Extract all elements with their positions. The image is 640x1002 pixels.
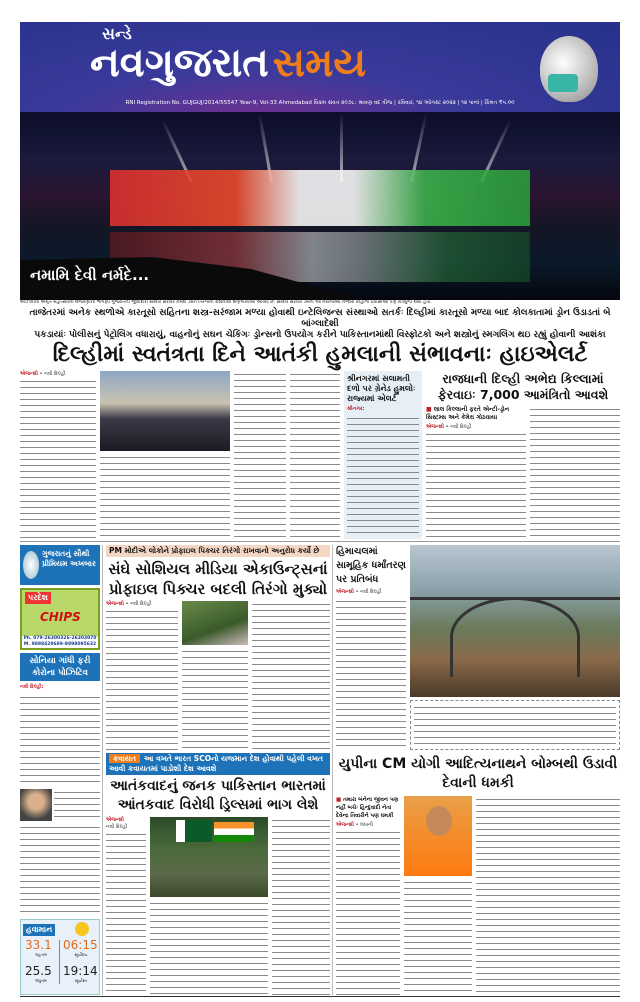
bottom-rule: [20, 996, 620, 997]
divider: [20, 541, 620, 542]
police-photo: [100, 371, 230, 451]
lead-body-col1: [20, 378, 96, 539]
lion-logo-icon: [540, 36, 598, 102]
exercise-kicker-bar: કવાયત આ વખતે ભારત SCOનો યજમાન દેશ હોવાથી પહેલી વખત આવી કવાયતમાં પાડોશી દેશ આવશે: [106, 753, 330, 775]
chips-advertisement[interactable]: પરદેશ CHIPS Ph. 079-26300326-26303070 M. 9898429689-9898095632: [20, 588, 100, 650]
exercise-headline: આતંકવાદનું જનક પાકિસ્તાન ભારતમાં આંતકવાદ વિરોધી ડ્રિલ્સમાં ભાગ લેશે: [110, 778, 326, 813]
bridge-caption-box: [410, 700, 620, 750]
lead-body-col2: [100, 454, 230, 539]
lead-subhead-2: પકડાયાંઃ પોલીસનું પેટ્રોલિંગ વધારાયું, વાહનોનું સઘન ચેકિંગઃ ડ્રોન્સનો ઉપયોગ કરીને પાકિસ્તાનમાંથી વિસ્ફોટકો અને શસ્ત્રોનું સ્મગલિંગ થઇ રહ્યું હોવાની આશંકા: [34, 330, 606, 340]
pakistan-flag: [176, 820, 212, 842]
lead-subhead-1: તાજેતરમાં અનેક સ્થળોએ કારતૂસો સહિતના શસ્ત્ર-સરંજામ મળ્યા હોવાથી ઇન્ટેલિજન્સ સંસ્થાઓ સતર્કઃ દિલ્હીમાં કારતૂસો મળ્યા બાદ કોલકાતામાં ડ્રોન ઉડાડતાં બે બાંગ્લાદેશી: [29, 308, 611, 329]
srinagar-headline: શ્રીનગરમાં સલામતી દળો પર ગ્રેનેડ હુમલોઃ રાજ્યમાં એલર્ટ: [347, 374, 416, 403]
srinagar-box: શ્રીનગરમાં સલામતી દળો પર ગ્રેનેડ હુમલોઃ રાજ્યમાં એલર્ટ શ્રીનગર:: [344, 371, 422, 539]
masthead: [20, 22, 620, 112]
himalaya-headline: હિમાચલમાં સામૂહિક ધર્માંતરણ પર પ્રતિબંધ: [336, 546, 406, 585]
mask-icon: [548, 74, 578, 92]
himalaya-story: હિમાચલમાં સામૂહિક ધર્માંતરણ પર પ્રતિબંધ એજન્સી • નવી દિલ્હી: [336, 545, 406, 750]
sun-icon: [75, 922, 89, 936]
red-fort-bullet: ■ લાલ કિલ્લાની ફરતે એન્ટી-ડ્રોન સિસ્ટમ્સ અને કેમેરા ગોઠવાયા: [426, 406, 510, 421]
dam-lights: [110, 170, 530, 226]
red-fort-byline: એજન્સી • નવી દિલ્હી: [426, 424, 472, 430]
photo-caption: આઝાદીના અમૃત મહોત્સવની ઉજવણીના ભાગરૂપે ગુજરાતની જીવાદોરી સરદાર સરોવર નર્મદા ડેમને તિરંગાની રોશનીથી શણગારવામાં આવ્યો છે. સરદાર સરોવર ડેમનો આ નયનરમ્ય નજારો નિહાળી પ્રવાસીઓ પણ મંત્રમુગ્ધ થયા હતા.: [20, 300, 432, 305]
left-sidebar: ગુજરાતનું સૌથી પ્રીમિયમ અખબાર પરદેશ CHIPS Ph. 079-26300326-26303070 M. 9898429689-9898095632 સોનિયા ગાંધી ફરી કોરોના પોઝિટિવ નવી દિલ્હી: હવામાન 33.1 મહત્તમ 06:15 સૂર્યોદય 25.5 લઘુત્તમ 19:14 સૂર્યાસ્ત: [20, 545, 100, 995]
column-divider: [102, 545, 103, 995]
column-divider: [332, 545, 333, 995]
lead-photo-dam: [20, 112, 620, 300]
sonia-headline: સોનિયા ગાંધી ફરી કોરોના પોઝિટિવ: [20, 653, 100, 681]
yogi-story: યુપીના CM યોગી આદિત્યનાથને બોમ્બથી ઉડાવી દેવાની ધમકી ■ તમારા બંનેના જીવન પણ નહીં બચેઃ હિન્દુવાદી નેતા દેવેન્દ્ર તિવારીને પણ ધમકી એજન્સી • લખનૌ: [336, 755, 620, 995]
yogi-headline: યુપીના CM યોગી આદિત્યનાથને બોમ્બથી ઉડાવી દેવાની ધમકી: [338, 756, 618, 791]
exercise-kicker: આ વખતે ભારત SCOનો યજમાન દેશ હોવાથી પહેલી વખત આવી કવાયતમાં પાડોશી દેશ આવશે: [109, 754, 323, 773]
sonia-photo: [20, 789, 52, 821]
soldiers-photo: [150, 817, 268, 897]
pm-story: PM મોદીએ લોકોને પ્રોફાઇલ પિક્ચર તિરંગો રાખવાનો અનુરોધ કર્યો છે સંઘે સોશિયલ મીડિયા એકાઉન્ટ્સનાં પ્રોફાઇલ પિક્ચર બદલી તિરંગો મુક્યો એજન્સી • નવી દિલ્હી: [106, 545, 330, 750]
middle-column: [106, 545, 330, 995]
india-flag: [214, 822, 254, 842]
lion-icon: [23, 551, 39, 579]
lead-story-body: [20, 371, 620, 539]
masthead-title-accent: સમય: [272, 40, 367, 86]
yogi-photo: [404, 796, 472, 876]
masthead-title: નવગુજરાત: [90, 40, 269, 86]
lead-byline: એજન્સી • નવી દિલ્હી: [20, 371, 66, 377]
premium-banner: ગુજરાતનું સૌથી પ્રીમિયમ અખબાર: [20, 545, 100, 585]
registration-line: RNI Registration No. GUJGUJ/2014/55547 Year-9, Vol-33 Ahmedabad વિક્રમ સંવત ૨૦૭૮: શ્રાવણ વદ ત્રીજ | રવિવાર, ૧૪ ઓગસ્ટ ૨૦૨૨ | ૧૨ પાનાં | કિંમત ₹૫.૦૦: [125, 100, 515, 106]
masthead-title-row: [90, 40, 530, 86]
red-fort-story: [426, 371, 620, 539]
red-fort-headline: રાજધાની દિલ્હી અભેદ્ય કિલ્લામાં ફેરવાઇઃ 7,000 આમંત્રિતો આવશે: [437, 371, 609, 402]
pm-kicker: PM મોદીએ લોકોને પ્રોફાઇલ પિક્ચર તિરંગો રાખવાનો અનુરોધ કર્યો છે: [106, 545, 330, 557]
weather-widget: હવામાન 33.1 મહત્તમ 06:15 સૂર્યોદય 25.5 લઘુત્તમ 19:14 સૂર્યાસ્ત: [20, 919, 100, 995]
bridge-deck: [410, 597, 620, 600]
flag-photo: [182, 601, 248, 645]
exercise-story: કવાયત આ વખતે ભારત SCOનો યજમાન દેશ હોવાથી પહેલી વખત આવી કવાયતમાં પાડોશી દેશ આવશે આતંકવાદનું જનક પાકિસ્તાન ભારતમાં આંતકવાદ વિરોધી ડ્રિલ્સમાં ભાગ લેશે એજન્સી નવી દિલ્હી: [106, 753, 330, 995]
bridge-arch: [450, 597, 580, 677]
lead-body-col3: [234, 371, 286, 539]
masthead-prefix: સન્ડે: [102, 24, 132, 43]
bridge-photo: [410, 545, 620, 697]
lead-body-col4: [290, 371, 340, 539]
photo-title: નમામિ દેવી નર્મદે...: [30, 266, 150, 284]
pm-headline: સંઘે સોશિયલ મીડિયા એકાઉન્ટ્સનાં પ્રોફાઇલ પિક્ચર બદલી તિરંગો મુક્યો: [108, 560, 328, 598]
lead-headline: દિલ્હીમાં સ્વતંત્રતા દિને આતંકી હુમલાની સંભાવનાઃ હાઇએલર્ટ: [52, 342, 588, 367]
lead-story: [20, 308, 620, 539]
yogi-bullet: ■ તમારા બંનેના જીવન પણ નહીં બચેઃ હિન્દુવાદી નેતા દેવેન્દ્ર તિવારીને પણ ધમકી: [336, 797, 399, 819]
